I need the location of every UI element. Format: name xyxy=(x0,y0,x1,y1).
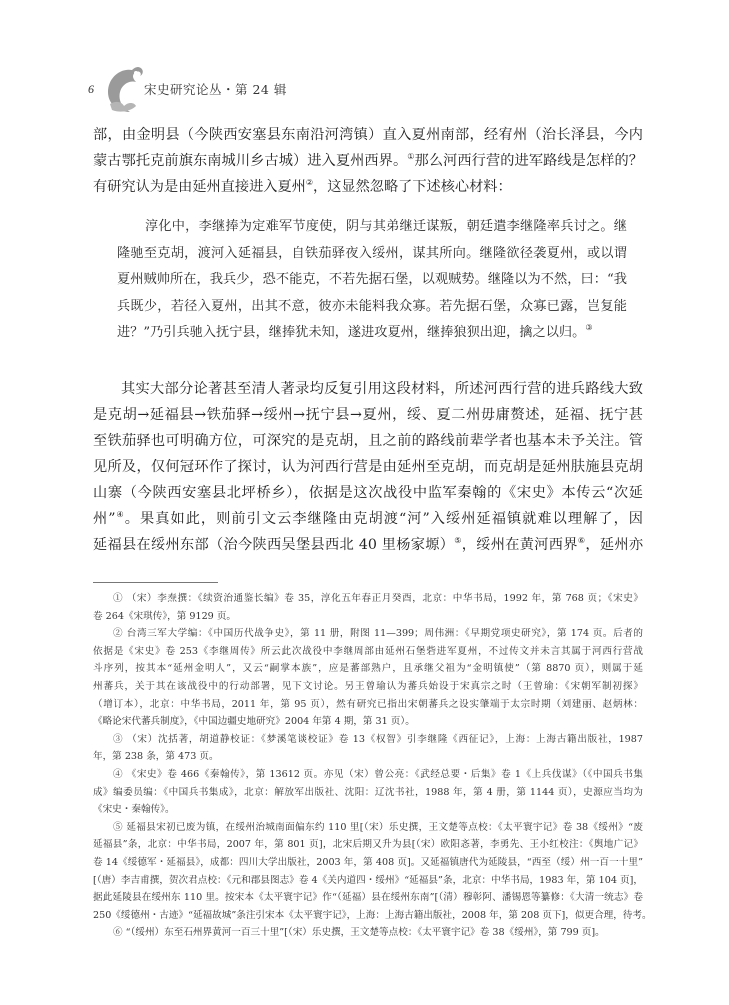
footnote-line: 《宋史・秦翰传》。 xyxy=(93,804,175,816)
footnote-line xyxy=(93,819,643,837)
footnote-line: 成》编委员编：《中国兵书集成》，北京：解放军出版社、沈阳：辽沈书社，1988 年，第 4 册，第 1144 页），史源应当均为 xyxy=(93,786,643,798)
footnote-3 xyxy=(93,731,643,766)
footnote-6 xyxy=(93,924,643,942)
footnote-1 xyxy=(93,590,643,625)
text-segment: 。果真如此，则前引文云李继隆由克胡渡“河”入绥州延福镇就难以理解了，因 xyxy=(124,511,643,527)
text-segment: 延福县宋初已废为镇，在绥州治城南面偏东约 110 里[（宋）乐史撰，王文楚等点校：《太平寰宇记》卷 38《绥州》“废 xyxy=(126,821,644,833)
footnote-line: 依据是《宋史》卷 253《李继周传》所云此次战役中李继周部由延州石堡砦进军夏州，不过传文并未言其属于河西行营战 xyxy=(93,645,643,657)
footnote-line: 卷 264《宋琪传》，第 9129 页。 xyxy=(93,610,237,622)
footnote-mark: ⑤ xyxy=(113,821,123,833)
footnote-line xyxy=(93,731,643,749)
footnote-line xyxy=(93,924,643,942)
quote-line: 淳化中，李继捧为定难军节度使，阴与其弟继迁谋叛，朝廷遣李继隆率兵讨之。继 xyxy=(145,219,627,234)
footnote-2 xyxy=(93,625,643,731)
text-segment: 有研究认为是由延州直接进入夏州 xyxy=(93,179,306,195)
footnote-line xyxy=(93,590,643,608)
body-paragraph-1 xyxy=(93,122,643,200)
text-line: 是克胡→延福县→铁茄驿→绥州→抚宁县→夏州，绥、夏二州毋庸赘述，延福、抚宁甚 xyxy=(93,407,643,423)
footnote-line: 年，第 238 条，第 473 页。 xyxy=(93,751,219,763)
text-segment: （宋）沈括著，胡道静校证：《梦溪笔谈校证》卷 13《权智》引李继隆《西征记》，上海：上海古籍出版社，1987 xyxy=(127,733,643,745)
text-segment: 进？”乃引兵驰入抚宁县，继捧犹未知，遂进攻夏州，继捧狼狈出迎，擒之以归。 xyxy=(117,325,586,340)
text-segment: 州” xyxy=(93,511,116,527)
text-line xyxy=(93,174,643,200)
journal-title: 宋史研究论丛・第 24 辑 xyxy=(144,82,287,97)
footnote-line: （增订本），北京：中华书局，2011 年，第 95 页），然有研究已指出宋朝蕃兵之设实肇端于太宗时期（刘建丽、赵炳林： xyxy=(93,698,643,710)
text-line xyxy=(93,532,643,558)
footnote-ref[interactable]: ⑤ xyxy=(454,536,462,545)
quote-line: 隆驰至克胡，渡河入延福县，自铁茄驿夜入绥州，谋其所向。继隆欲径袭夏州，或以谓 xyxy=(117,245,627,261)
text-segment: ，延州亦 xyxy=(585,537,644,553)
text-line: 其实大部分论著甚至清人著录均反复引用这段材料，所述河西行营的进兵路线大致 xyxy=(121,381,643,397)
text-line xyxy=(93,506,643,532)
footnote-mark: ③ xyxy=(113,733,124,745)
footnote-line xyxy=(93,766,643,784)
footnote-line: 斗序列，按其本“延州金明人”，又云“嗣掌本族”，应是蕃部熟户，且承继父祖为“金明镇使”（第 8870 页），则属于延 xyxy=(93,663,643,675)
footnote-line: 据此延陵县在绥州东 110 里。按宋本《太平寰宇记》作“（延福）县在绥州东南”[（清）穆彰阿、潘锡恩等纂修：《大清一统志》卷 xyxy=(93,892,643,904)
footnotes xyxy=(93,590,652,942)
footnote-5 xyxy=(93,819,652,925)
text-segment: 蒙古鄂托克前旗东南城川乡古城）进入夏州西界。 xyxy=(93,153,408,169)
body-paragraph-2 xyxy=(93,376,643,558)
text-segment: “（绥州）东至石州界黄河一百三十里”[（宋）乐史撰，王文楚等点校：《太平寰宇记》卷 38《绥州》，第 799 页]。 xyxy=(125,927,605,939)
text-segment: 那么河西行营的进军路线是怎样的？ xyxy=(414,153,643,169)
page-number: 6 xyxy=(88,82,94,96)
footnote-mark: ① xyxy=(113,593,124,604)
footnote-ref[interactable]: ⑥ xyxy=(577,536,586,545)
text-line: 部，由金明县（今陕西安塞县东南沿河湾镇）直入夏州南部，经宥州（治长泽县，今内 xyxy=(93,127,643,143)
text-segment: （宋）李焘撰：《续资治通鉴长编》卷 35，淳化五年春正月癸酉，北京：中华书局，1992 年，第 768 页；《宋史》 xyxy=(126,593,643,604)
text-segment: 台湾三军大学编：《中国历代战争史》，第 11 册，附图 11—399；周伟洲：《早期党项史研究》，第 174 页。后者的 xyxy=(126,628,643,640)
running-header xyxy=(78,60,478,120)
block-quote xyxy=(117,214,627,347)
quote-line xyxy=(117,320,627,347)
footnote-ref[interactable]: ④ xyxy=(115,510,125,519)
footnote-line: 卷 14《绥德军・延福县》，成都：四川大学出版社，2003 年，第 408 页]。又延福镇唐代为延陵县，“西至（绥）州一百一十里” xyxy=(93,856,643,868)
text-line: 至铁茄驿也可明确方位，可深究的是克胡，且之前的路线前辈学者也基本未予关注。管 xyxy=(93,433,643,449)
footnote-line: 250《绥德州・古迹》“延福故城”条注引宋本《太平寰宇记》，上海：上海古籍出版社，2008 年，第 208 页下]，似更合理，待考。 xyxy=(93,909,652,921)
footnote-line xyxy=(93,625,643,643)
quote-line: 兵既少，若径入夏州，出其不意，彼亦未能料我众寡。若先据石堡，众寡已露，岂复能 xyxy=(117,298,627,314)
footnote-line: 《略论宋代蕃兵制度》，《中国边疆史地研究》2004 年第 4 期，第 31 页）。 xyxy=(93,716,415,728)
text-segment: 《宋史》卷 466《秦翰传》，第 13612 页。亦见（宋）曾公亮：《武经总要・后集》卷 1《上兵伐谋》（《中国兵书集 xyxy=(126,768,643,780)
footnote-ref[interactable]: ① xyxy=(407,152,415,161)
footnote-mark: ② xyxy=(113,628,124,640)
text-segment: ，这显然忽略了下述核心材料： xyxy=(313,179,512,195)
footnote-line: 州蕃兵，关于其在该战役中的行动部署，见下文讨论。另王曾瑜认为蕃兵始设于宋真宗之时（王曾瑜：《宋朝军制初探》 xyxy=(93,680,643,692)
text-line: 见所及，仅何冠环作了探讨，认为河西行营是由延州至克胡，而克胡是延州肤施县克胡 xyxy=(93,459,643,475)
footnote-4 xyxy=(93,766,643,819)
cloud-swirl-logo-icon xyxy=(102,64,148,116)
footnote-ref[interactable]: ② xyxy=(305,178,313,187)
footnote-mark: ⑥ xyxy=(113,927,123,939)
text-line xyxy=(93,148,643,174)
text-segment: ，绥州在黄河西界 xyxy=(461,537,578,553)
text-segment: 延福县在绥州东部（治今陕西吴堡县西北 40 里杨家塬） xyxy=(93,537,455,553)
footnote-line: 延福县”条，北京：中华书局，2007 年，第 801 页]，北宋后期又升为县[（宋）欧阳忞著，李勇先、王小红校注：《舆地广记》 xyxy=(93,839,643,851)
quote-line: 夏州贼帅所在，我兵少，恐不能克，不若先据石堡，以观贼势。继隆以为不然，曰：“我 xyxy=(117,272,627,287)
footnote-ref[interactable]: ③ xyxy=(585,323,593,332)
footnote-mark: ④ xyxy=(113,768,124,780)
footnote-separator xyxy=(93,582,218,583)
footnote-line: [（唐）李吉甫撰，贺次君点校：《元和郡县图志》卷 4《关内道四・绥州》“延福县”条，北京：中华书局，1983 年，第 104 页]， xyxy=(93,874,643,886)
text-line: 山寨（今陕西安塞县北坪桥乡），依据是这次战役中监军秦翰的《宋史》本传云“次延 xyxy=(93,485,643,501)
